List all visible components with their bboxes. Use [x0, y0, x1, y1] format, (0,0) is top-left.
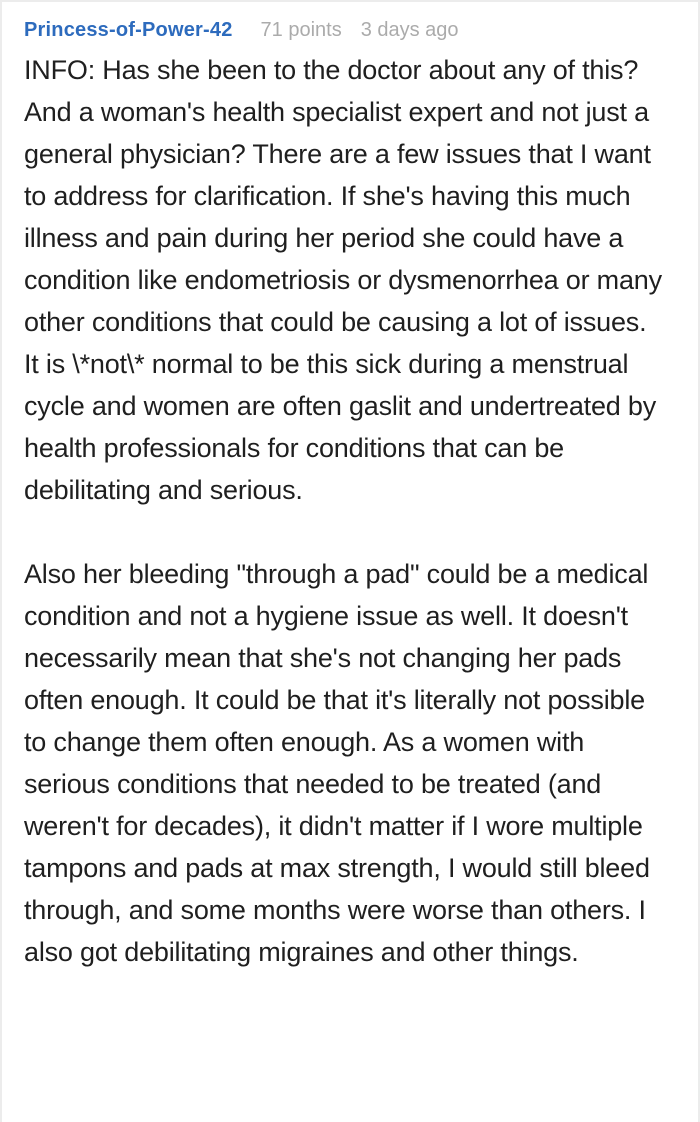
username-link[interactable]: Princess-of-Power-42: [24, 19, 233, 41]
comment-header: [24, 19, 668, 42]
comment-body: [24, 49, 668, 973]
timestamp-text: 3 days ago: [360, 19, 459, 41]
points-text: 71 points: [260, 19, 342, 41]
comment-paragraph: INFO: Has she been to the doctor about any of this? And a woman's health specialist expert and not just a general physician? There are a few issues that I want to address for clarification. If she's having this much illness and pain during her period she could have a condition like endometriosis or dysmenorrhea or many other conditions that could be causing a lot of issues. It is \*not\* normal to be this sick during a menstrual cycle and women are often gaslit and undertreated by health professionals for conditions that can be debilitating and serious.: [24, 55, 662, 505]
comment-paragraph: Also her bleeding "through a pad" could be a medical condition and not a hygiene issue as well. It doesn't necessarily mean that she's not changing her pads often enough. It could be that it's literally not possible to change them often enough. As a women with serious conditions that needed to be treated (and weren't for decades), it didn't matter if I wore multiple tampons and pads at max strength, I would still bleed through, and some months were worse than others. I also got debilitating migraines and other things.: [24, 559, 650, 967]
